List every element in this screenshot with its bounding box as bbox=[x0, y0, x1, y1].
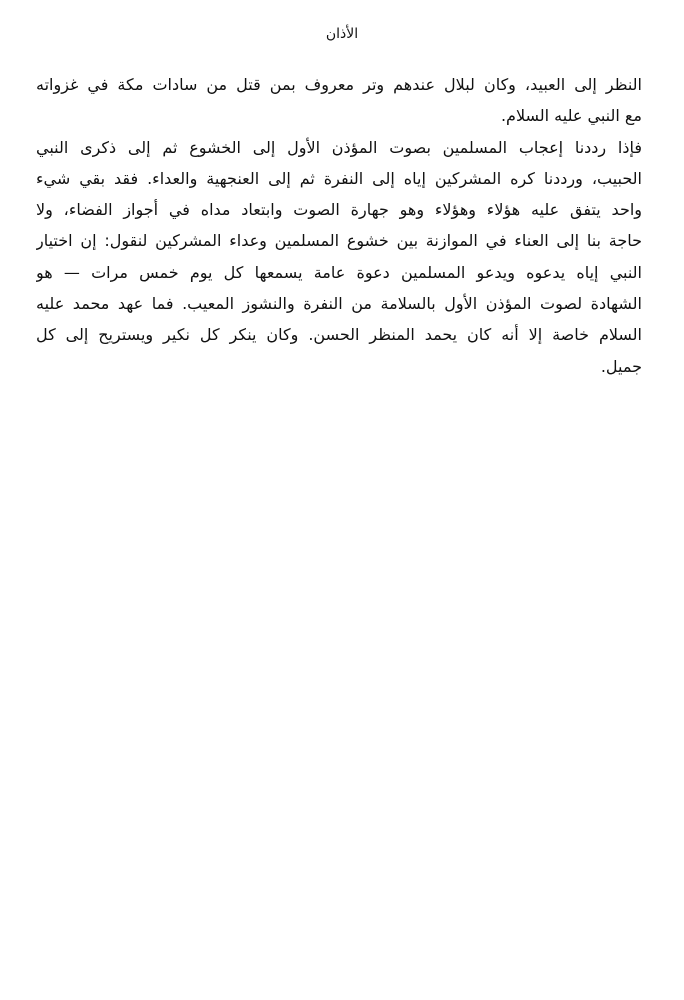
text-line: النبي إياه يدعوه ويدعو المسلمين دعوة عامة يسمعها كل يوم خمس مرات — هو bbox=[36, 262, 642, 282]
text-line: النظر إلى العبيد، وكان لبلال عندهم وتر معروف بمن قتل من سادات مكة في غزواته bbox=[36, 75, 642, 94]
body-text bbox=[36, 69, 642, 382]
text-line: واحد يتفق عليه هؤلاء وهؤلاء وهو جهارة الصوت وابتعاد مداه في أجواز الفضاء، ولا bbox=[36, 200, 642, 220]
text-line: جميل. bbox=[600, 356, 642, 376]
text-line: فإذا رددنا إعجاب المسلمين بصوت المؤذن الأول إلى الخشوع ثم إلى ذكرى النبي bbox=[36, 137, 642, 157]
text-line: مع النبي عليه السلام. bbox=[500, 106, 642, 126]
text-line: حاجة بنا إلى العناء في الموازنة بين خشوع المسلمين وعداء المشركين لنقول: إن اختيار bbox=[36, 231, 642, 251]
text-line: السلام خاصة إلا أنه كان يحمد المنظر الحسن. وكان ينكر كل نكير ويستريح إلى كل bbox=[36, 325, 642, 345]
running-header-title: الأذان bbox=[325, 26, 359, 42]
text-line: الشهادة لصوت المؤذن الأول بالسلامة من النفرة والنشوز المعيب. فما عهد محمد عليه bbox=[36, 294, 642, 314]
text-line: الحبيب، ورددنا كره المشركين إياه إلى النفرة ثم إلى العنجهية والعداء. فقد بقي شيء bbox=[36, 168, 642, 188]
